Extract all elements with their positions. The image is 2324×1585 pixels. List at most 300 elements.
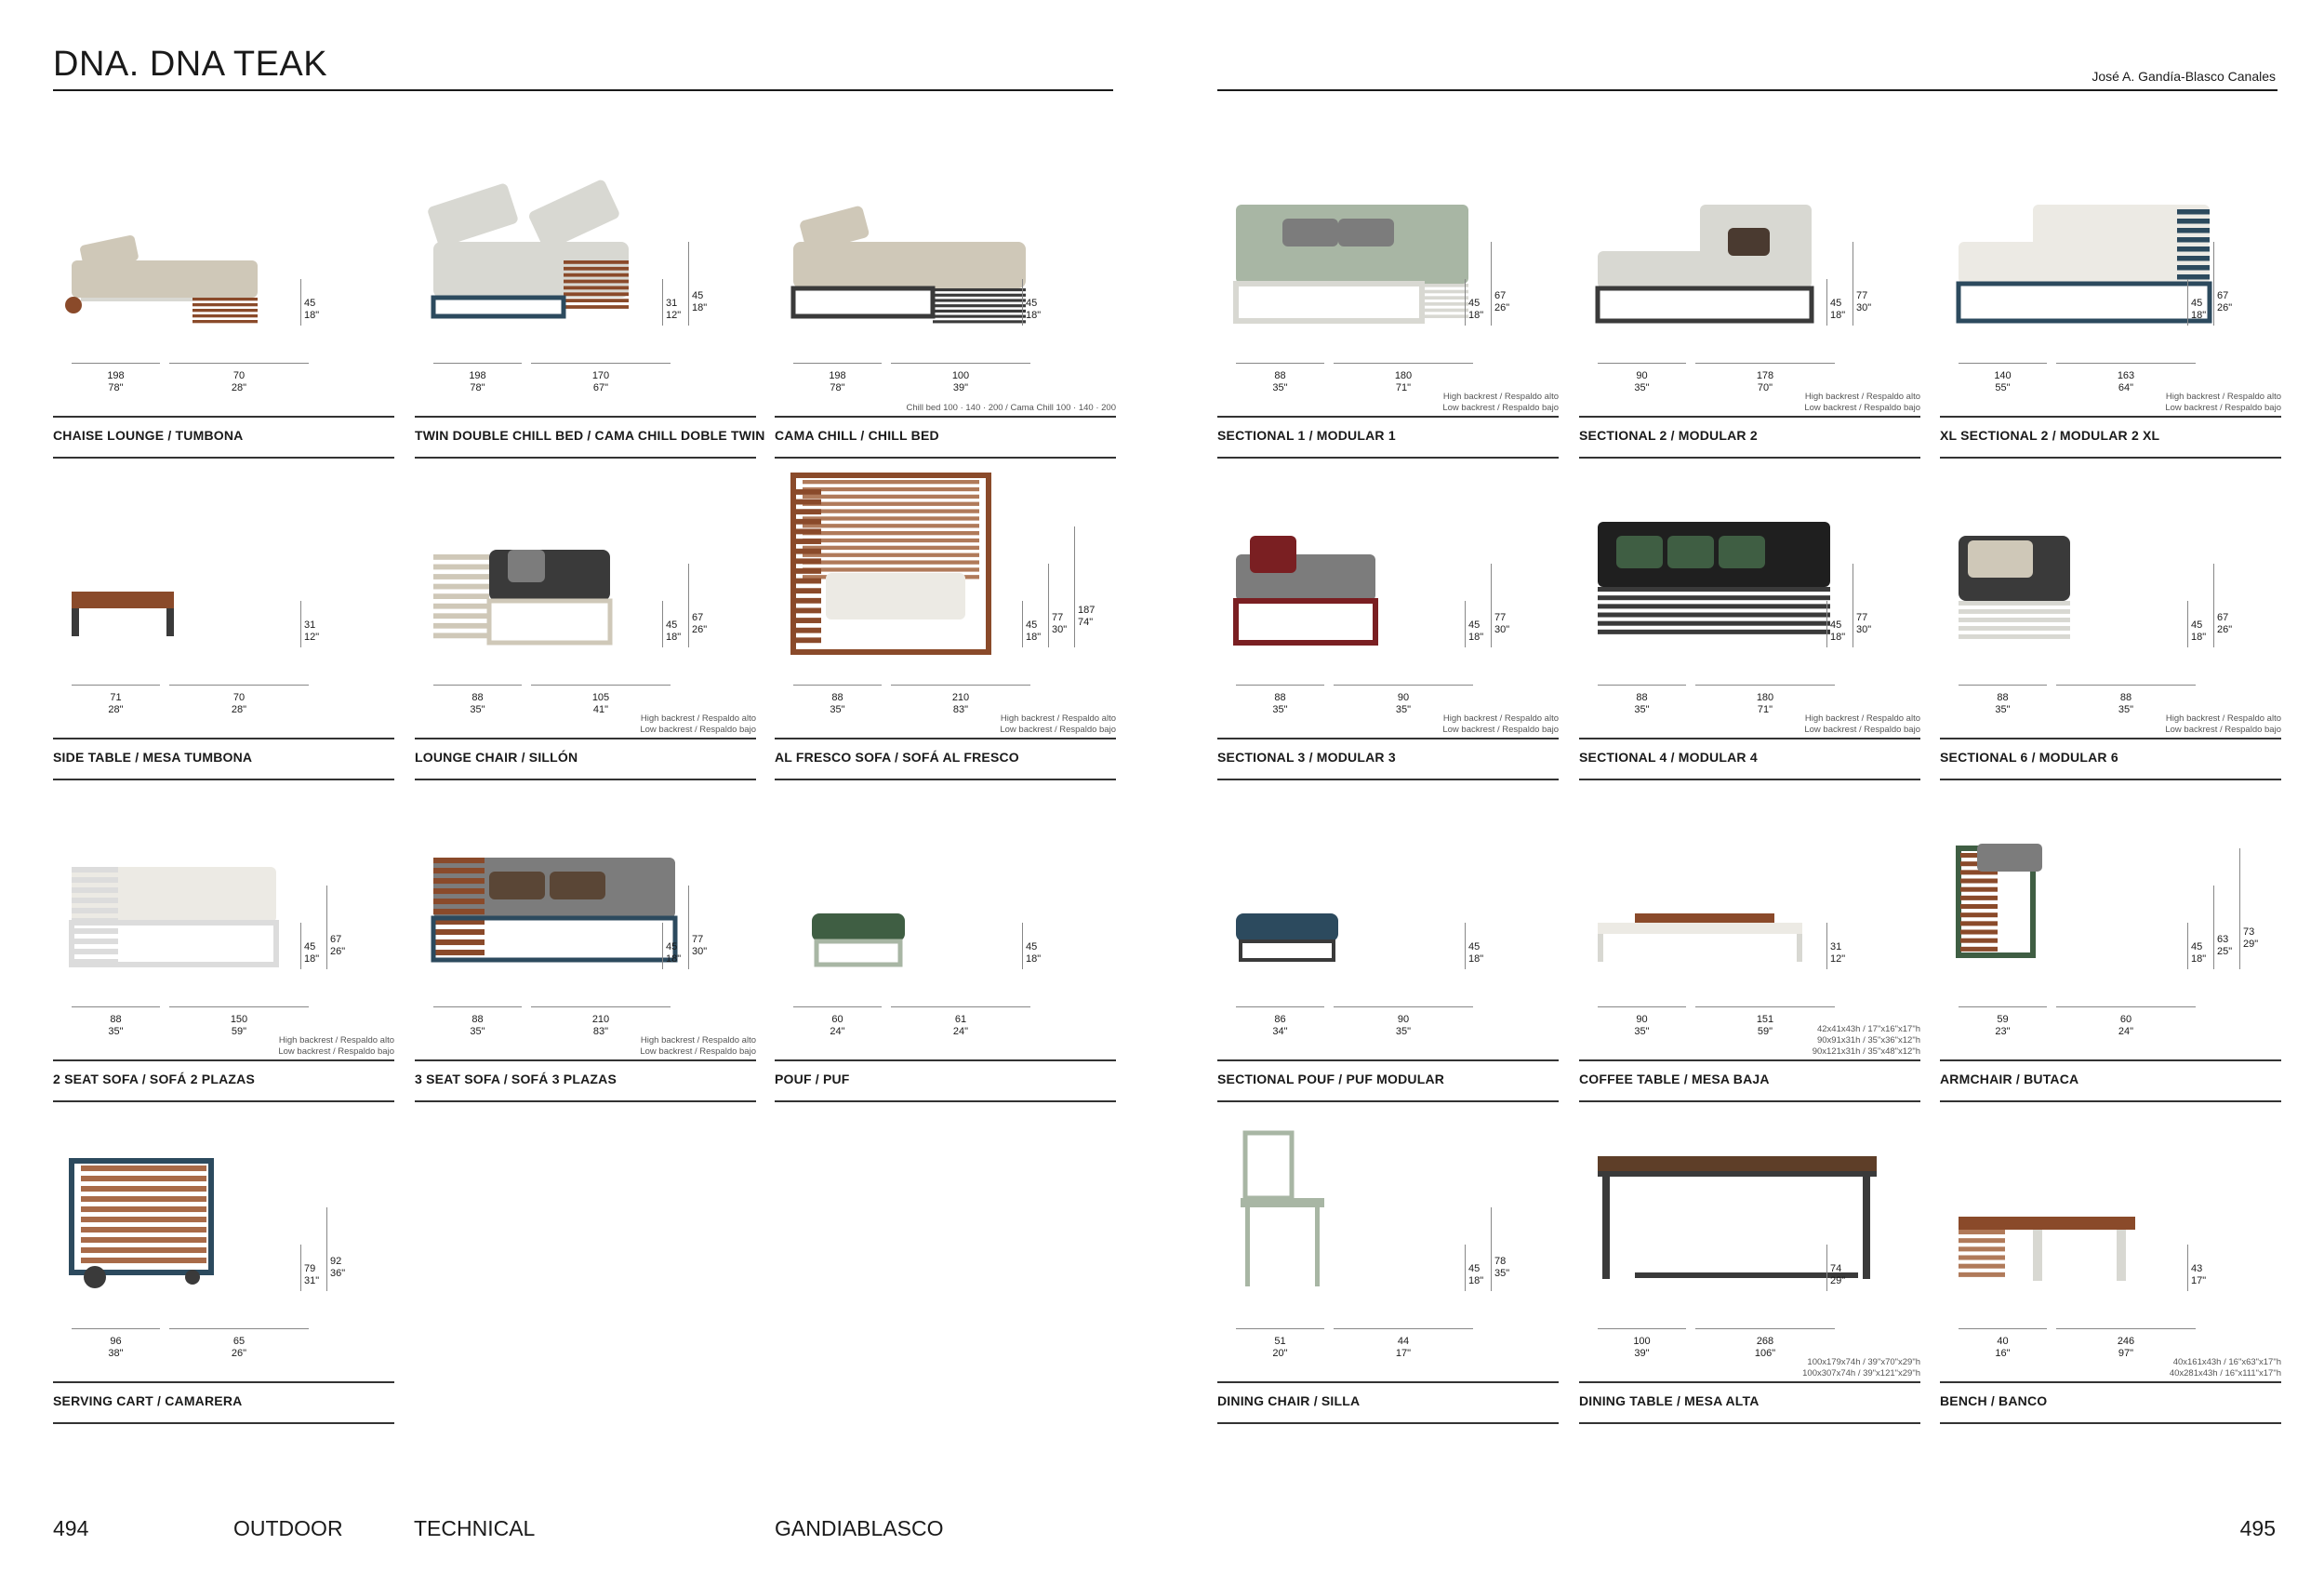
vertical-dimension: 45 xyxy=(666,619,678,631)
dimension-inch: 17" xyxy=(1395,1348,1412,1359)
card-rule-bottom xyxy=(1217,1100,1559,1102)
vertical-dimension-inch: 17" xyxy=(2191,1275,2207,1286)
dimension-inch: 78" xyxy=(830,382,845,393)
card-rule-bottom xyxy=(1217,1422,1559,1424)
vertical-dimension-inch: 12" xyxy=(304,632,320,643)
dimension-inch: 83" xyxy=(592,1026,609,1037)
product-illustration xyxy=(1940,140,2281,353)
dimension-line xyxy=(1695,1328,1835,1329)
dimension-row xyxy=(1217,1014,1559,1051)
vertical-dimension-line xyxy=(300,1245,301,1291)
author-credit: José A. Gandía-Blasco Canales xyxy=(2092,69,2276,84)
product-name: SECTIONAL 6 / MODULAR 6 xyxy=(1940,750,2118,765)
dimension-cm: 198 xyxy=(107,370,125,381)
vertical-dimension: 73 xyxy=(2243,926,2255,938)
card-rule-bottom xyxy=(53,779,394,780)
dimension-line xyxy=(433,1006,522,1007)
vertical-dimension: 45 xyxy=(2191,619,2203,631)
dimension-line xyxy=(1598,685,1686,686)
dimension-inch: 35" xyxy=(1272,704,1288,715)
dimension-cm: 163 xyxy=(2117,370,2135,381)
vertical-dimension: 31 xyxy=(304,619,316,631)
product-note: Low backrest / Respaldo bajo xyxy=(278,1046,394,1057)
product-card xyxy=(1579,140,1920,446)
dimension-inch: 78" xyxy=(108,382,124,393)
product-name: 3 SEAT SOFA / SOFÁ 3 PLAZAS xyxy=(415,1072,617,1086)
dimension-row xyxy=(53,370,394,407)
dimension-row xyxy=(53,692,394,729)
dimension-inch: 97" xyxy=(2118,1348,2134,1359)
dimension-inch: 41" xyxy=(592,704,609,715)
product-name: SERVING CART / CAMARERA xyxy=(53,1393,243,1408)
dimension-cm: 70 xyxy=(232,370,246,381)
product-illustration xyxy=(1579,783,1920,997)
product-card xyxy=(53,1105,394,1412)
dimension-line xyxy=(1695,363,1835,364)
vertical-dimension-line xyxy=(662,923,663,969)
vertical-dimension-line xyxy=(1491,564,1492,647)
vertical-dimension: 45 xyxy=(1026,619,1038,631)
vertical-dimension-inch: 18" xyxy=(2191,632,2207,643)
dimension-cm: 44 xyxy=(1397,1336,1410,1347)
vertical-dimension-inch: 18" xyxy=(1468,310,1484,321)
product-name: SECTIONAL 1 / MODULAR 1 xyxy=(1217,428,1396,443)
dimension-cm: 90 xyxy=(1397,1014,1410,1025)
product-note: 90x91x31h / 35"x36"x12"h xyxy=(1816,1035,1920,1046)
vertical-dimension-inch: 25" xyxy=(2217,946,2233,957)
dimension-row xyxy=(775,1014,1116,1051)
dimension-line xyxy=(891,1006,1030,1007)
vertical-dimension-inch: 26" xyxy=(1494,302,1510,313)
product-card xyxy=(1579,1105,1920,1412)
dimension-inch: 70" xyxy=(1757,382,1773,393)
dimension-cm: 88 xyxy=(2119,692,2132,703)
card-rule-top xyxy=(1940,1059,2281,1061)
dimension-cm: 90 xyxy=(1636,370,1648,381)
product-card xyxy=(1217,140,1559,446)
dimension-cm: 88 xyxy=(1636,692,1648,703)
vertical-dimension-line xyxy=(1465,923,1466,969)
dimension-cm: 198 xyxy=(469,370,486,381)
product-note: Low backrest / Respaldo bajo xyxy=(2165,403,2281,413)
product-note: 40x281x43h / 16"x111"x17"h xyxy=(2169,1368,2281,1379)
dimension-inch: 35" xyxy=(470,704,485,715)
dimension-inch: 35" xyxy=(830,704,845,715)
vertical-dimension-line xyxy=(1048,564,1049,647)
product-card xyxy=(1940,1105,2281,1412)
product-name: SIDE TABLE / MESA TUMBONA xyxy=(53,750,253,765)
vertical-dimension: 77 xyxy=(1856,290,1868,301)
dimension-row xyxy=(1940,1014,2281,1051)
product-card xyxy=(1940,461,2281,768)
product-card xyxy=(415,461,756,768)
dimension-inch: 35" xyxy=(1995,704,2011,715)
product-illustration xyxy=(1579,1105,1920,1319)
product-drawing xyxy=(1940,783,2281,997)
dimension-cm: 88 xyxy=(471,1014,484,1025)
dimension-cm: 178 xyxy=(1756,370,1774,381)
dimension-line xyxy=(2056,1006,2196,1007)
product-drawing xyxy=(775,461,1116,675)
dimension-line xyxy=(1334,685,1473,686)
card-rule-bottom xyxy=(53,1100,394,1102)
vertical-dimension-inch: 26" xyxy=(692,624,708,635)
vertical-dimension-inch: 26" xyxy=(330,946,346,957)
vertical-dimension: 78 xyxy=(1494,1256,1507,1267)
dimension-inch: 106" xyxy=(1754,1348,1776,1359)
dimension-row xyxy=(53,1336,394,1373)
vertical-dimension: 45 xyxy=(692,290,704,301)
dimension-inch: 26" xyxy=(231,1348,247,1359)
product-name: AL FRESCO SOFA / SOFÁ AL FRESCO xyxy=(775,750,1019,765)
vertical-dimension-line xyxy=(1491,242,1492,326)
product-illustration xyxy=(53,783,394,997)
vertical-dimension-line xyxy=(662,601,663,647)
product-drawing xyxy=(1579,1105,1920,1319)
card-rule-bottom xyxy=(775,779,1116,780)
dimension-inch: 59" xyxy=(231,1026,247,1037)
product-name: LOUNGE CHAIR / SILLÓN xyxy=(415,750,578,765)
dimension-inch: 67" xyxy=(592,382,609,393)
product-card xyxy=(415,783,756,1090)
dimension-inch: 35" xyxy=(1395,1026,1412,1037)
vertical-dimension-line xyxy=(2187,601,2188,647)
product-illustration xyxy=(53,140,394,353)
dimension-inch: 24" xyxy=(830,1026,845,1037)
vertical-dimension-inch: 30" xyxy=(1856,624,1872,635)
dimension-line xyxy=(1959,1328,2047,1329)
product-note: 42x41x43h / 17"x16"x17"h xyxy=(1816,1024,1920,1034)
product-note: Low backrest / Respaldo bajo xyxy=(1442,403,1559,413)
dimension-inch: 28" xyxy=(231,382,247,393)
product-illustration xyxy=(53,461,394,675)
card-rule-top xyxy=(1579,416,1920,418)
dimension-cm: 140 xyxy=(1994,370,2012,381)
vertical-dimension: 45 xyxy=(1026,298,1038,309)
vertical-dimension: 45 xyxy=(1468,619,1481,631)
dimension-line xyxy=(1959,1006,2047,1007)
product-drawing xyxy=(1217,461,1559,675)
vertical-dimension: 77 xyxy=(1856,612,1868,623)
dimension-inch: 35" xyxy=(108,1026,124,1037)
product-name: SECTIONAL 3 / MODULAR 3 xyxy=(1217,750,1396,765)
product-note: High backrest / Respaldo alto xyxy=(640,1035,756,1046)
dimension-cm: 96 xyxy=(110,1336,122,1347)
vertical-dimension-line xyxy=(326,1207,327,1291)
product-illustration xyxy=(1217,461,1559,675)
card-rule-top xyxy=(53,416,394,418)
vertical-dimension-inch: 18" xyxy=(1830,310,1846,321)
dimension-line xyxy=(1334,1328,1473,1329)
dimension-inch: 39" xyxy=(952,382,969,393)
product-name: CAMA CHILL / CHILL BED xyxy=(775,428,939,443)
dimension-line xyxy=(1334,363,1473,364)
page-title: DNA. DNA TEAK xyxy=(53,45,328,84)
card-rule-bottom xyxy=(775,1100,1116,1102)
vertical-dimension-inch: 12" xyxy=(1830,953,1846,965)
product-card xyxy=(415,140,765,446)
product-drawing xyxy=(415,461,756,675)
product-card xyxy=(53,140,394,446)
card-rule-bottom xyxy=(53,457,394,459)
dimension-line xyxy=(1598,1328,1686,1329)
vertical-dimension-inch: 26" xyxy=(2217,624,2233,635)
dimension-inch: 83" xyxy=(952,704,969,715)
dimension-line xyxy=(433,685,522,686)
vertical-dimension-line xyxy=(2187,1245,2188,1291)
dimension-line xyxy=(793,1006,882,1007)
header-rule-right xyxy=(1217,89,2278,91)
vertical-dimension: 79 xyxy=(304,1263,316,1274)
dimension-line xyxy=(1598,1006,1686,1007)
dimension-line xyxy=(1959,363,2047,364)
card-rule-top xyxy=(53,1381,394,1383)
dimension-cm: 88 xyxy=(110,1014,122,1025)
product-note: High backrest / Respaldo alto xyxy=(1804,713,1920,724)
vertical-dimension-line xyxy=(1826,601,1827,647)
dimension-inch: 71" xyxy=(1757,704,1773,715)
product-note: High backrest / Respaldo alto xyxy=(2165,392,2281,402)
product-illustration xyxy=(775,140,1116,353)
vertical-dimension-line xyxy=(1022,279,1023,326)
dimension-inch: 35" xyxy=(1634,382,1650,393)
dimension-cm: 151 xyxy=(1756,1014,1774,1025)
vertical-dimension-line xyxy=(1465,279,1466,326)
dimension-cm: 60 xyxy=(2119,1014,2132,1025)
product-drawing xyxy=(1579,140,1920,353)
dimension-cm: 210 xyxy=(951,692,970,703)
product-name: SECTIONAL 2 / MODULAR 2 xyxy=(1579,428,1758,443)
card-rule-bottom xyxy=(415,779,756,780)
vertical-dimension: 92 xyxy=(330,1256,342,1267)
vertical-dimension: 67 xyxy=(692,612,704,623)
dimension-line xyxy=(1598,363,1686,364)
dimension-cm: 90 xyxy=(1397,692,1410,703)
card-rule-top xyxy=(1579,1059,1920,1061)
vertical-dimension-inch: 30" xyxy=(1052,624,1068,635)
vertical-dimension-line xyxy=(326,886,327,969)
product-illustration xyxy=(1940,461,2281,675)
dimension-cm: 88 xyxy=(1997,692,2009,703)
product-illustration xyxy=(775,783,1116,997)
dimension-line xyxy=(793,685,882,686)
vertical-dimension: 77 xyxy=(692,934,704,945)
vertical-dimension-inch: 18" xyxy=(2191,953,2207,965)
dimension-line xyxy=(169,363,309,364)
vertical-dimension: 31 xyxy=(1830,941,1842,952)
dimension-inch: 71" xyxy=(1395,382,1412,393)
dimension-line xyxy=(1959,685,2047,686)
product-card xyxy=(775,140,1116,446)
product-name: TWIN DOUBLE CHILL BED / CAMA CHILL DOBLE TWIN xyxy=(415,428,765,443)
dimension-cm: 88 xyxy=(471,692,484,703)
product-drawing xyxy=(1217,1105,1559,1319)
product-note: 90x121x31h / 35"x48"x12"h xyxy=(1812,1046,1920,1057)
dimension-cm: 40 xyxy=(1997,1336,2009,1347)
header-rule-left xyxy=(53,89,1113,91)
product-drawing xyxy=(415,783,756,997)
product-illustration xyxy=(1217,1105,1559,1319)
vertical-dimension-line xyxy=(1826,279,1827,326)
vertical-dimension-inch: 18" xyxy=(666,953,682,965)
vertical-dimension-inch: 18" xyxy=(2191,310,2207,321)
product-illustration xyxy=(1940,1105,2281,1319)
dimension-line xyxy=(72,1006,160,1007)
product-drawing xyxy=(1940,461,2281,675)
product-note: Low backrest / Respaldo bajo xyxy=(1804,403,1920,413)
product-drawing xyxy=(53,461,394,675)
footer-brand: GANDIABLASCO xyxy=(775,1516,944,1540)
dimension-cm: 268 xyxy=(1756,1336,1774,1347)
vertical-dimension-line xyxy=(1465,601,1466,647)
vertical-dimension: 67 xyxy=(1494,290,1507,301)
vertical-dimension: 45 xyxy=(304,941,316,952)
vertical-dimension-inch: 18" xyxy=(304,310,320,321)
dimension-line xyxy=(891,363,1030,364)
dimension-cm: 170 xyxy=(591,370,610,381)
vertical-dimension-line xyxy=(300,279,301,326)
product-name: COFFEE TABLE / MESA BAJA xyxy=(1579,1072,1770,1086)
dimension-row xyxy=(775,370,1116,407)
dimension-cm: 210 xyxy=(591,1014,610,1025)
vertical-dimension-inch: 29" xyxy=(2243,939,2259,950)
product-illustration xyxy=(775,461,1116,675)
dimension-line xyxy=(169,1006,309,1007)
product-drawing xyxy=(775,783,1116,997)
product-card xyxy=(1940,783,2281,1090)
card-rule-top xyxy=(1940,738,2281,739)
vertical-dimension-inch: 30" xyxy=(1856,302,1872,313)
dimension-line xyxy=(531,363,671,364)
product-drawing xyxy=(1217,783,1559,997)
product-card xyxy=(1579,461,1920,768)
dimension-cm: 198 xyxy=(829,370,846,381)
dimension-cm: 71 xyxy=(110,692,122,703)
vertical-dimension-line xyxy=(2187,279,2188,326)
vertical-dimension-line xyxy=(688,242,689,326)
vertical-dimension: 67 xyxy=(330,934,342,945)
vertical-dimension-line xyxy=(1022,923,1023,969)
product-name: ARMCHAIR / BUTACA xyxy=(1940,1072,2079,1086)
product-note: High backrest / Respaldo alto xyxy=(640,713,756,724)
vertical-dimension-inch: 18" xyxy=(666,632,682,643)
dimension-line xyxy=(169,685,309,686)
vertical-dimension: 31 xyxy=(666,298,678,309)
card-rule-bottom xyxy=(1940,779,2281,780)
dimension-cm: 61 xyxy=(954,1014,967,1025)
vertical-dimension-line xyxy=(1022,601,1023,647)
card-rule-top xyxy=(415,416,756,418)
card-rule-top xyxy=(775,1059,1116,1061)
page-number-left: 494 xyxy=(53,1516,89,1540)
product-illustration xyxy=(1217,783,1559,997)
card-rule-bottom xyxy=(1579,1422,1920,1424)
dimension-cm: 51 xyxy=(1274,1336,1286,1347)
dimension-line xyxy=(891,685,1030,686)
vertical-dimension: 45 xyxy=(304,298,316,309)
product-note: High backrest / Respaldo alto xyxy=(1804,392,1920,402)
product-note: Low backrest / Respaldo bajo xyxy=(2165,725,2281,735)
product-name: DINING TABLE / MESA ALTA xyxy=(1579,1393,1760,1408)
product-name: 2 SEAT SOFA / SOFÁ 2 PLAZAS xyxy=(53,1072,255,1086)
product-drawing xyxy=(1579,783,1920,997)
product-note: Low backrest / Respaldo bajo xyxy=(640,1046,756,1057)
card-rule-bottom xyxy=(1217,779,1559,780)
product-drawing xyxy=(775,140,1116,353)
card-rule-top xyxy=(53,1059,394,1061)
dimension-line xyxy=(1236,363,1324,364)
dimension-cm: 70 xyxy=(232,692,246,703)
card-rule-bottom xyxy=(415,457,756,459)
vertical-dimension-line xyxy=(688,886,689,969)
dimension-inch: 38" xyxy=(108,1348,124,1359)
dimension-line xyxy=(72,685,160,686)
product-note: 100x179x74h / 39"x70"x29"h xyxy=(1807,1357,1920,1367)
card-rule-bottom xyxy=(1217,457,1559,459)
product-note: Low backrest / Respaldo bajo xyxy=(640,725,756,735)
vertical-dimension: 77 xyxy=(1494,612,1507,623)
dimension-line xyxy=(2056,363,2196,364)
vertical-dimension-line xyxy=(300,601,301,647)
vertical-dimension: 45 xyxy=(1830,298,1842,309)
dimension-cm: 65 xyxy=(232,1336,246,1347)
vertical-dimension: 45 xyxy=(1468,298,1481,309)
dimension-line xyxy=(72,363,160,364)
dimension-cm: 105 xyxy=(591,692,610,703)
dimension-inch: 28" xyxy=(231,704,247,715)
card-rule-top xyxy=(1579,1381,1920,1383)
dimension-cm: 100 xyxy=(951,370,970,381)
product-card xyxy=(775,461,1116,768)
dimension-cm: 90 xyxy=(1636,1014,1648,1025)
product-illustration xyxy=(415,783,756,997)
vertical-dimension-inch: 31" xyxy=(304,1275,320,1286)
dimension-inch: 35" xyxy=(2118,704,2134,715)
vertical-dimension-inch: 18" xyxy=(1468,632,1484,643)
card-rule-top xyxy=(1940,1381,2281,1383)
dimension-inch: 23" xyxy=(1995,1026,2011,1037)
dimension-cm: 180 xyxy=(1394,370,1413,381)
vertical-dimension-line xyxy=(1826,1245,1827,1291)
card-rule-top xyxy=(415,1059,756,1061)
vertical-dimension-line xyxy=(300,923,301,969)
product-drawing xyxy=(1940,1105,2281,1319)
dimension-line xyxy=(2056,1328,2196,1329)
dimension-cm: 150 xyxy=(230,1014,248,1025)
product-drawing xyxy=(1217,140,1559,353)
vertical-dimension-inch: 18" xyxy=(1830,632,1846,643)
vertical-dimension-line xyxy=(2187,923,2188,969)
product-card xyxy=(775,783,1116,1090)
vertical-dimension: 45 xyxy=(1468,1263,1481,1274)
product-note: High backrest / Respaldo alto xyxy=(1442,713,1559,724)
dimension-line xyxy=(1695,685,1835,686)
product-card xyxy=(53,783,394,1090)
product-illustration xyxy=(1217,140,1559,353)
vertical-dimension-inch: 35" xyxy=(1494,1268,1510,1279)
vertical-dimension-inch: 74" xyxy=(1078,617,1094,628)
vertical-dimension-inch: 18" xyxy=(1026,953,1042,965)
vertical-dimension-line xyxy=(1826,923,1827,969)
vertical-dimension-inch: 30" xyxy=(692,946,708,957)
vertical-dimension: 45 xyxy=(1468,941,1481,952)
product-note: 40x161x43h / 16"x63"x17"h xyxy=(2172,1357,2281,1367)
vertical-dimension: 45 xyxy=(2191,941,2203,952)
vertical-dimension: 45 xyxy=(2191,298,2203,309)
vertical-dimension-line xyxy=(1074,526,1075,647)
vertical-dimension-line xyxy=(662,279,663,326)
card-rule-bottom xyxy=(1579,779,1920,780)
